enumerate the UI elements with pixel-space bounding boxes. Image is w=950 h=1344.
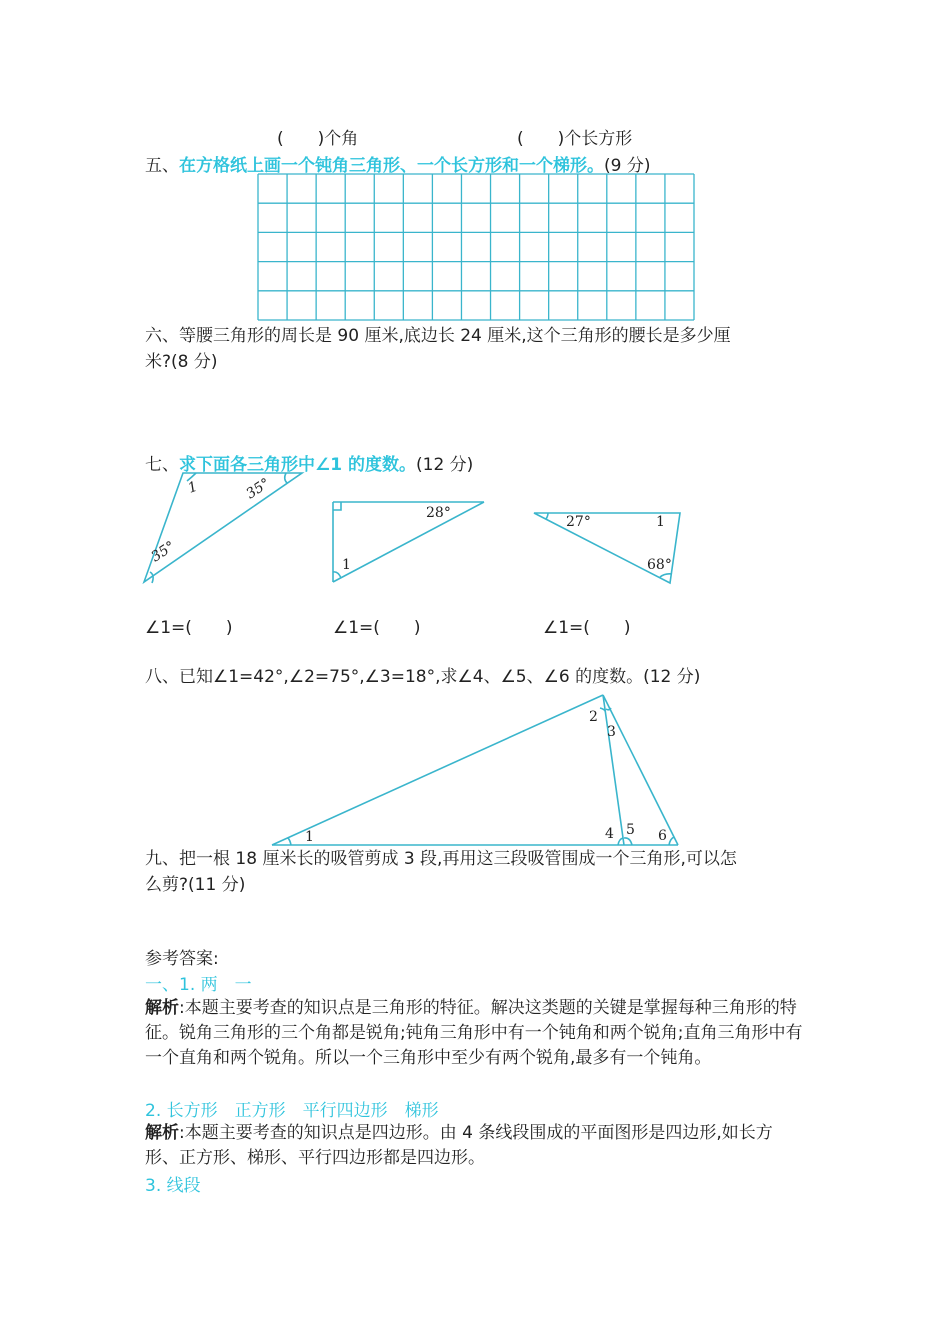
q6-number: 六、 xyxy=(145,326,179,346)
triangle-1-label-1: 1 xyxy=(185,478,200,497)
q5-score: (9 分) xyxy=(604,156,651,176)
q5-instruction: 在方格纸上画一个钝角三角形、一个长方形和一个梯形。 xyxy=(179,156,604,176)
answer-1-text: :本题主要考查的知识点是三角形的特征。解决这类题的关键是掌握每种三角形的特征。锐角三角形的三个角都是锐角;钝角三角形中有一个钝角和两个锐角;直角三角形中有一个直角和两个锐角。所以一个三角形中至少有两个锐角,最多有一个钝角。 xyxy=(145,998,803,1068)
q8-angle4-arc xyxy=(618,838,623,845)
triangle-1-label-35-right: 35° xyxy=(243,475,274,503)
q9-question xyxy=(145,846,805,898)
q8-angle5-arc xyxy=(624,838,632,845)
answer-3-title: 3. 线段 xyxy=(145,1176,201,1196)
triangle-2-label-28: 28° xyxy=(426,505,451,521)
triangle-3-label-27: 27° xyxy=(566,514,591,530)
triangle-1-answer[interactable]: ∠1=( ) xyxy=(145,618,233,638)
answer-2-title: 2. 长方形 正方形 平行四边形 梯形 xyxy=(145,1101,439,1121)
answer-2-text: :本题主要考查的知识点是四边形。由 4 条线段围成的平面图形是四边形,如长方形、正方形、梯形、平行四边形都是四边形。 xyxy=(145,1123,773,1168)
answers-heading: 参考答案: xyxy=(145,949,219,969)
q9-line1: 九、把一根 18 厘米长的吸管剪成 3 段,再用这三段吸管围成一个三角形,可以怎 xyxy=(145,849,737,869)
q5-number: 五、 xyxy=(145,156,179,176)
angle-count-blank[interactable]: ( )个角 xyxy=(277,129,359,149)
q8-left-side xyxy=(272,695,603,845)
q8-label-6: 6 xyxy=(658,828,667,844)
triangle-3-answer[interactable]: ∠1=( ) xyxy=(543,618,631,638)
answer-2-explanation xyxy=(145,1121,805,1171)
q8-label-1: 1 xyxy=(305,829,314,845)
rectangle-count-blank[interactable]: ( )个长方形 xyxy=(517,129,633,149)
answer-2-label: 解析 xyxy=(145,1123,179,1143)
q6-line2: 米?(8 分) xyxy=(145,352,218,372)
q8-label-3: 3 xyxy=(607,724,616,740)
answer-1-title: 一、1. 两 一 xyxy=(145,975,252,995)
q8-question: 八、已知∠1=42°,∠2=75°,∠3=18°,求∠4、∠5、∠6 的度数。(12 分) xyxy=(145,667,701,687)
q7-instruction: 求下面各三角形中∠1 的度数。 xyxy=(179,455,416,475)
triangle-3-label-68: 68° xyxy=(647,557,672,573)
q8-label-2: 2 xyxy=(589,709,598,725)
triangle-1-label-35-bottom: 35° xyxy=(148,538,179,566)
answer-1-label: 解析 xyxy=(145,998,179,1018)
q8-angle6-arc xyxy=(669,837,674,845)
triangle-2-label-1: 1 xyxy=(342,557,351,573)
q9-line2: 么剪?(11 分) xyxy=(145,875,246,895)
q6-line1: 等腰三角形的周长是 90 厘米,底边长 24 厘米,这个三角形的腰长是多少厘 xyxy=(179,326,731,346)
q8-label-4: 4 xyxy=(605,826,614,842)
q8-label-5: 5 xyxy=(626,822,635,838)
triangle-3-label-1: 1 xyxy=(656,514,665,530)
triangle-2-answer[interactable]: ∠1=( ) xyxy=(333,618,421,638)
q8-angle3-arc xyxy=(606,708,611,710)
q7-score: (12 分) xyxy=(416,455,474,475)
answer-1-explanation xyxy=(145,996,805,1071)
q8-angle1-arc xyxy=(288,838,291,845)
q7-number: 七、 xyxy=(145,455,179,475)
